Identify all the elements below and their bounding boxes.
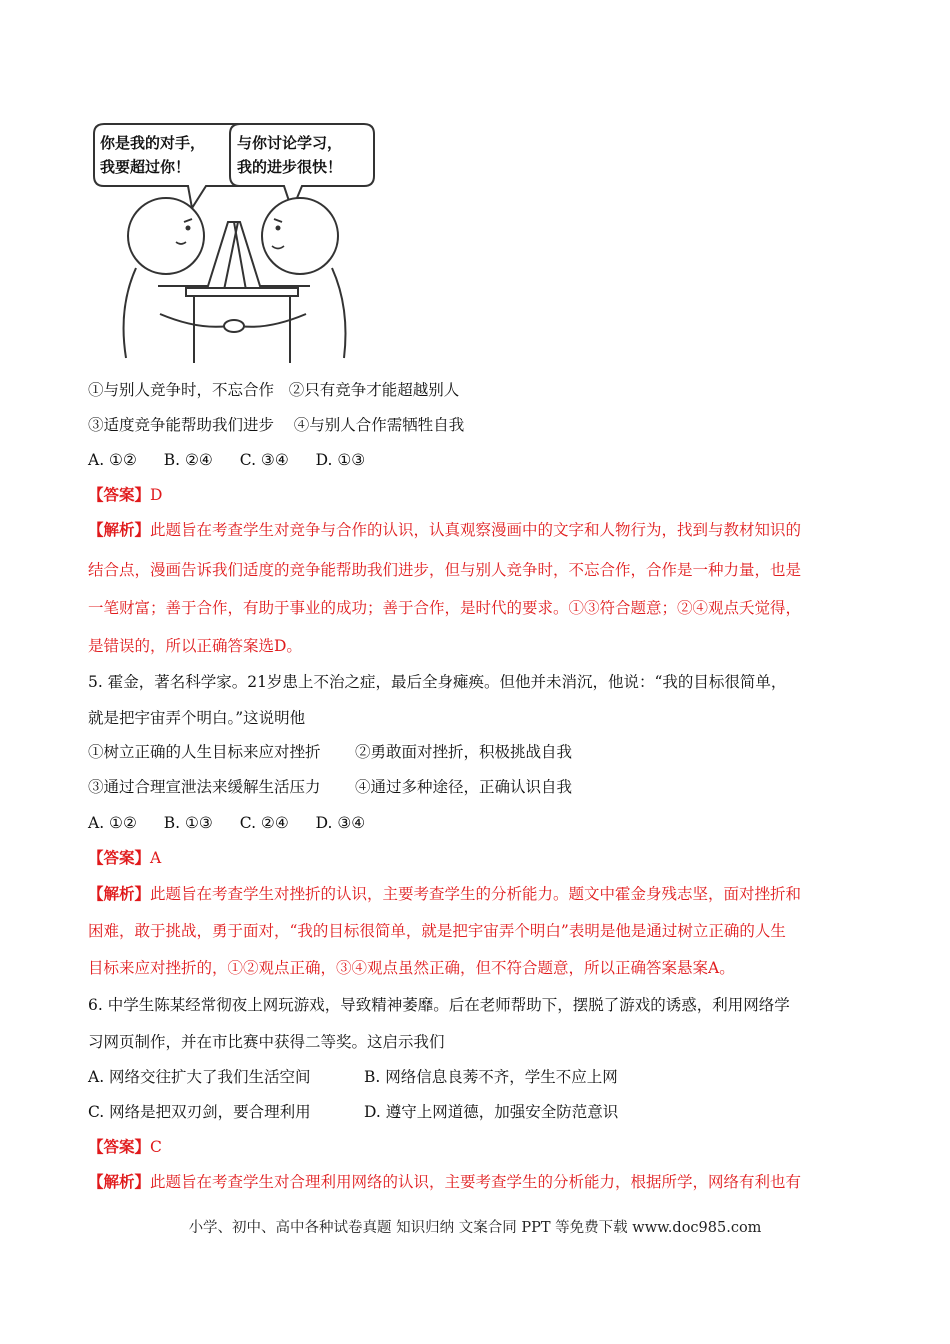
q4-analysis-line-4: 是错误的，所以正确答案选D。 [88, 637, 302, 655]
q6-option-a: A. 网络交往扩大了我们生活空间 [88, 1068, 311, 1086]
q5-statement-4: ④通过多种途径，正确认识自我 [355, 778, 573, 796]
q5-analysis-label: 【解析】 [88, 884, 151, 903]
q4-statement-1: ①与别人竞争时，不忘合作 [88, 381, 275, 399]
q5-options [88, 813, 387, 833]
q6-stem-line-2: 习网页制作，并在市比赛中获得二等奖。这启示我们 [88, 1033, 445, 1051]
q4-answer-label: 【答案】 [88, 485, 151, 504]
q6-stem-line-1: 6. 中学生陈某经常彻夜上网玩游戏，导致精神萎靡。后在老师帮助下，摆脱了游戏的诱惑，利用网络学 [88, 996, 790, 1014]
q4-options [88, 450, 387, 470]
q6-analysis-text-1: 此题旨在考查学生对合理利用网络的认识，主要考查学生的分析能力，根据所学，网络有利也有 [150, 1173, 802, 1191]
q4-option-d: D. ①③ [315, 451, 366, 469]
q5-statement-3: ③通过合理宣泄法来缓解生活压力 [88, 778, 321, 796]
q5-answer [88, 848, 161, 868]
left-person-body [124, 268, 136, 358]
q5-stem-line-2: 就是把宇宙弄个明白。”这说明他 [88, 709, 306, 727]
q4-analysis-line-2: 结合点，漫画告诉我们适度的竞争能帮助我们进步，但与别人竞争时，不忘合作，合作是一种力量，也是 [88, 561, 802, 579]
q6-answer [88, 1137, 162, 1157]
q5-statement-2: ②勇敢面对挫折，积极挑战自我 [355, 743, 573, 761]
table [186, 288, 298, 296]
q4-option-b: B. ②④ [163, 451, 213, 469]
handshake [224, 320, 244, 332]
q5-analysis-line-2: 困难，敢于挑战，勇于面对，“我的目标很简单，就是把宇宙弄个明白”表明是他是通过树立正确的人生 [88, 922, 786, 940]
q6-options-row-1 [88, 1067, 618, 1087]
q6-analysis-line-1 [88, 1172, 801, 1192]
right-bubble-line-2: 我的进步很快！ [237, 158, 343, 176]
page-footer: 小学、初中、高中各种试卷真题 知识归纳 文案合同 PPT 等免费下载 www.doc985.com [188, 1220, 762, 1236]
q4-analysis-line-1 [88, 520, 801, 540]
left-person-head [128, 198, 204, 274]
q4-analysis-text-1: 此题旨在考查学生对竞争与合作的认识，认真观察漫画中的文字和人物行为，找到与教材知识的 [150, 521, 802, 539]
right-person-body [332, 268, 346, 358]
q6-answer-value: C [150, 1138, 162, 1156]
q5-option-b: B. ①③ [163, 814, 213, 832]
arm-wrestling-cartoon [88, 118, 378, 368]
q5-option-c: C. ②④ [239, 814, 289, 832]
q5-answer-value: A [150, 849, 162, 867]
left-bubble-line-2: 我要超过你！ [100, 158, 191, 176]
q5-answer-label: 【答案】 [88, 848, 151, 867]
q6-analysis-label: 【解析】 [88, 1172, 151, 1191]
q6-option-d: D. 遵守上网道德，加强安全防范意识 [364, 1103, 619, 1121]
q4-statements-row-2 [88, 415, 464, 435]
q4-statement-2: ②只有竞争才能超越别人 [288, 381, 460, 399]
q5-statement-1: ①树立正确的人生目标来应对挫折 [88, 743, 321, 761]
q6-option-b: B. 网络信息良莠不齐，学生不应上网 [364, 1068, 618, 1086]
q4-answer [88, 485, 162, 505]
q4-option-c: C. ③④ [239, 451, 289, 469]
q6-options-row-2 [88, 1102, 618, 1122]
q6-answer-label: 【答案】 [88, 1137, 151, 1156]
q5-statements-row-2 [88, 777, 572, 797]
q5-option-d: D. ③④ [315, 814, 366, 832]
q4-option-a: A. ①② [88, 451, 137, 469]
left-bubble-line-1: 你是我的对手， [100, 134, 206, 152]
q5-option-a: A. ①② [88, 814, 137, 832]
q6-option-c: C. 网络是把双刃剑，要合理利用 [88, 1103, 311, 1121]
right-person-head [262, 198, 338, 274]
q5-analysis-line-1 [88, 884, 801, 904]
q5-analysis-line-3: 目标来应对挫折的，①②观点正确，③④观点虽然正确，但不符合题意，所以正确答案悬案A。 [88, 959, 735, 977]
q4-analysis-label: 【解析】 [88, 520, 151, 539]
q4-statement-3: ③适度竞争能帮助我们进步 [88, 416, 275, 434]
q5-analysis-text-1: 此题旨在考查学生对挫折的认识，主要考查学生的分析能力。题文中霍金身残志坚，面对挫折和 [150, 885, 802, 903]
q4-statement-4: ④与别人合作需牺牲自我 [293, 416, 465, 434]
q4-answer-value: D [150, 486, 163, 504]
q4-statements-row-1 [88, 380, 459, 400]
q4-analysis-line-3: 一笔财富；善于合作，有助于事业的成功；善于合作，是时代的要求。①③符合题意；②④观点夭觉得， [88, 599, 802, 617]
right-bubble-line-1: 与你讨论学习， [237, 134, 343, 152]
q5-statements-row-1 [88, 742, 572, 762]
q5-stem-line-1: 5. 霍金，著名科学家。21岁患上不治之症，最后全身瘫痪。但他并未消沉，他说：“我的目标很简单， [88, 673, 787, 691]
